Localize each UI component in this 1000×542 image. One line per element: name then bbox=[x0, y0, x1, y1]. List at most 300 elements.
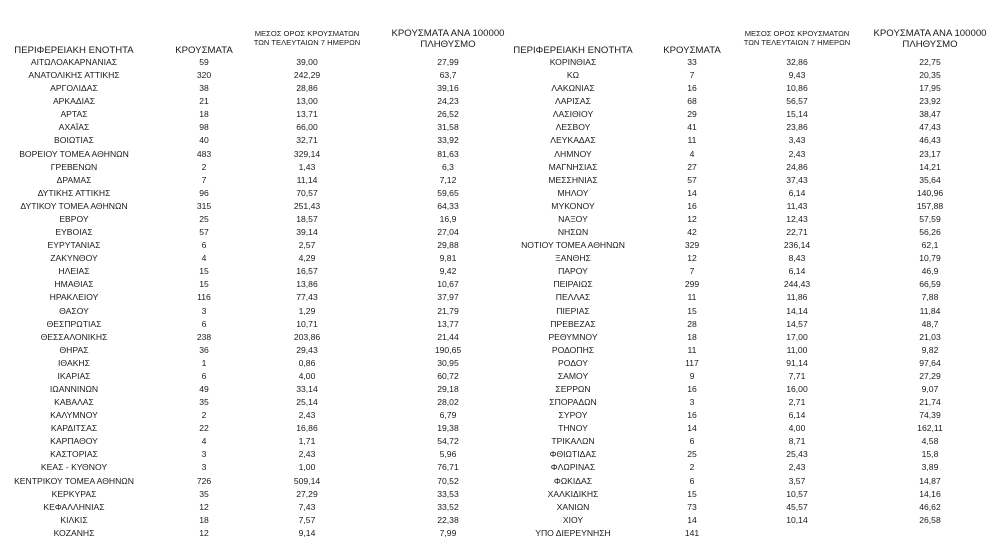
avg-value-left: 251,43 bbox=[293, 200, 321, 211]
region-name-right: ΠΡΕΒΕΖΑΣ bbox=[550, 318, 596, 329]
avg-value-right: 8,43 bbox=[788, 253, 806, 264]
per100k-value-right: 162,11 bbox=[917, 423, 943, 434]
per100k-value-left: 31,58 bbox=[437, 122, 459, 133]
cases-value-left: 3 bbox=[201, 449, 207, 460]
header-cases-label: ΚΡΟΥΣΜΑΤΑ bbox=[175, 44, 233, 56]
per100k-value-right: 46,9 bbox=[921, 266, 939, 277]
avg-value-left: 1,43 bbox=[298, 161, 316, 172]
cases-value-left: 18 bbox=[199, 109, 209, 120]
region-name-left: ΚΟΖΑΝΗΣ bbox=[53, 527, 95, 538]
region-name-left: ΚΑΡΔΙΤΣΑΣ bbox=[50, 423, 98, 434]
region-name-right: ΣΑΜΟΥ bbox=[557, 370, 589, 381]
region-name-right: ΤΗΝΟΥ bbox=[558, 423, 588, 434]
region-name-left: ΕΒΡΟΥ bbox=[59, 213, 89, 224]
table-row bbox=[0, 252, 1000, 265]
region-name-right: ΠΕΙΡΑΙΩΣ bbox=[553, 279, 593, 290]
per100k-value-left: 29,18 bbox=[437, 384, 459, 394]
per100k-value-right: 9,82 bbox=[921, 344, 939, 355]
per100k-value-left: 70,52 bbox=[437, 475, 459, 486]
table-row bbox=[0, 344, 1000, 357]
per100k-value-left: 28,02 bbox=[437, 397, 459, 408]
avg-value-right: 11,43 bbox=[786, 200, 808, 211]
cases-value-left: 25 bbox=[199, 213, 209, 224]
region-name-left: ΑΧΑΪΑΣ bbox=[58, 122, 90, 133]
region-name-left: ΑΡΓΟΛΙΔΑΣ bbox=[50, 83, 98, 94]
region-name-left: ΙΩΑΝΝΙΝΩΝ bbox=[49, 384, 99, 394]
region-name-right: ΤΡΙΚΑΛΩΝ bbox=[551, 436, 595, 447]
per100k-value-right: 74,39 bbox=[919, 410, 941, 421]
avg-value-right: 10,57 bbox=[786, 488, 808, 499]
header-region-label: ΠΕΡΙΦΕΡΕΙΑΚΗ ΕΝΟΤΗΤΑ bbox=[513, 44, 633, 56]
region-name-right: ΧΑΝΙΩΝ bbox=[556, 501, 590, 512]
table-row bbox=[0, 461, 1000, 474]
per100k-value-right: 48,7 bbox=[921, 318, 939, 329]
cases-value-left: 4 bbox=[201, 436, 207, 447]
cases-value-left: 36 bbox=[199, 344, 209, 355]
avg-value-right: 7,71 bbox=[788, 370, 806, 381]
region-name-right: ΧΙΟΥ bbox=[562, 514, 584, 525]
avg-value-left: 66,00 bbox=[296, 122, 318, 133]
cases-value-right: 18 bbox=[687, 331, 697, 342]
header-per100k-line1: ΚΡΟΥΣΜΑΤΑ ΑΝΑ 100000 bbox=[391, 27, 505, 39]
avg-value-right: 24,86 bbox=[786, 161, 808, 172]
header-avg-right bbox=[738, 22, 856, 56]
avg-value-right: 6,14 bbox=[788, 266, 806, 277]
table-row bbox=[0, 409, 1000, 422]
cases-value-right: 4 bbox=[689, 148, 695, 159]
avg-value-left: 11,14 bbox=[296, 174, 318, 185]
cases-value-left: 38 bbox=[199, 83, 209, 94]
header-region-right bbox=[500, 22, 646, 56]
avg-value-left: 0,86 bbox=[298, 357, 316, 368]
cases-value-right: 25 bbox=[687, 449, 697, 460]
region-name-left: ΖΑΚΥΝΘΟΥ bbox=[50, 253, 98, 264]
cases-value-left: 15 bbox=[199, 266, 209, 277]
region-name-left: ΚΕΡΚΥΡΑΣ bbox=[51, 488, 97, 499]
header-per100k-left bbox=[384, 22, 512, 56]
region-name-right: ΛΑΚΩΝΙΑΣ bbox=[551, 83, 595, 94]
region-name-left: ΚΑΒΑΛΑΣ bbox=[54, 397, 94, 408]
region-name-left: ΕΥΒΟΙΑΣ bbox=[55, 227, 93, 238]
per100k-value-right: 47,43 bbox=[919, 122, 941, 133]
region-name-left: ΑΡΤΑΣ bbox=[60, 109, 88, 120]
per100k-value-left: 10,67 bbox=[437, 279, 459, 290]
header-per100k-right bbox=[866, 22, 994, 56]
per100k-value-left: 33,52 bbox=[437, 501, 459, 512]
per100k-value-right: 21,03 bbox=[919, 331, 941, 342]
cases-value-right: 299 bbox=[684, 279, 700, 290]
avg-value-right: 12,43 bbox=[786, 213, 808, 224]
per100k-value-right: 46,43 bbox=[919, 135, 941, 146]
per100k-value-right: 7,88 bbox=[921, 292, 939, 303]
cases-value-right: 3 bbox=[689, 397, 695, 408]
table-row bbox=[0, 357, 1000, 370]
region-name-right: ΛΗΜΝΟΥ bbox=[554, 148, 592, 159]
region-name-left: ΚΙΛΚΙΣ bbox=[60, 514, 88, 525]
avg-value-right: 10,86 bbox=[786, 83, 808, 94]
per100k-value-right: 22,75 bbox=[919, 57, 941, 67]
per100k-value-right: 23,17 bbox=[919, 148, 941, 159]
per100k-value-left: 26,52 bbox=[437, 109, 459, 120]
per100k-value-right: 157,88 bbox=[916, 200, 944, 211]
per100k-value-left: 22,38 bbox=[437, 514, 459, 525]
avg-value-left: 4,00 bbox=[298, 370, 316, 381]
header-region-label: ΠΕΡΙΦΕΡΕΙΑΚΗ ΕΝΟΤΗΤΑ bbox=[14, 44, 134, 56]
per100k-value-left: 13,77 bbox=[437, 318, 459, 329]
table-row bbox=[0, 331, 1000, 344]
table-row bbox=[0, 396, 1000, 409]
avg-value-right: 11,00 bbox=[786, 344, 808, 355]
region-name-right: ΠΙΕΡΙΑΣ bbox=[556, 305, 590, 316]
region-name-left: ΚΕΑΣ - ΚΥΘΝΟΥ bbox=[40, 462, 108, 473]
per100k-value-left: 6,3 bbox=[442, 161, 454, 172]
avg-value-right: 3,57 bbox=[788, 475, 806, 486]
avg-value-left: 39,14 bbox=[296, 227, 318, 238]
avg-value-left: 203,86 bbox=[293, 331, 321, 342]
per100k-value-right: 26,58 bbox=[919, 514, 941, 525]
table-row bbox=[0, 278, 1000, 291]
cases-value-right: 12 bbox=[687, 253, 697, 264]
avg-value-right: 6,14 bbox=[788, 187, 806, 198]
header-avg-line2: ΤΩΝ ΤΕΛΕΥΤΑΙΩΝ 7 ΗΜΕΡΩΝ bbox=[743, 38, 851, 47]
region-name-right: ΣΥΡΟΥ bbox=[558, 410, 588, 421]
per100k-value-left: 190,65 bbox=[434, 344, 462, 355]
per100k-value-right: 35,64 bbox=[919, 174, 941, 185]
cases-value-left: 18 bbox=[199, 514, 209, 525]
avg-value-right: 14,57 bbox=[786, 318, 808, 329]
cases-value-left: 35 bbox=[199, 397, 209, 408]
cases-value-left: 21 bbox=[199, 96, 209, 107]
avg-value-left: 1,00 bbox=[298, 462, 316, 473]
cases-value-right: 11 bbox=[687, 344, 697, 355]
region-name-left: ΔΥΤΙΚΟΥ ΤΟΜΕΑ ΑΘΗΝΩΝ bbox=[20, 200, 128, 211]
avg-value-left: 9,14 bbox=[298, 527, 316, 538]
cases-value-left: 483 bbox=[196, 148, 212, 159]
per100k-value-right: 140,96 bbox=[916, 187, 944, 198]
cases-value-left: 7 bbox=[201, 174, 207, 185]
cases-value-left: 3 bbox=[201, 462, 207, 473]
per100k-value-right: 57,59 bbox=[919, 213, 941, 224]
cases-value-left: 40 bbox=[199, 135, 209, 146]
per100k-value-right: 66,59 bbox=[919, 279, 941, 290]
table-row bbox=[0, 174, 1000, 187]
avg-value-left: 4,29 bbox=[298, 253, 316, 264]
region-name-right: ΠΑΡΟΥ bbox=[558, 266, 588, 277]
region-name-left: ΚΕΝΤΡΙΚΟΥ ΤΟΜΕΑ ΑΘΗΝΩΝ bbox=[14, 475, 134, 486]
per100k-value-left: 64,33 bbox=[437, 200, 459, 211]
avg-value-right: 91,14 bbox=[786, 357, 808, 368]
cases-value-right: 16 bbox=[687, 200, 697, 211]
region-name-left: ΓΡΕΒΕΝΩΝ bbox=[50, 161, 98, 172]
per100k-value-right: 10,79 bbox=[919, 253, 941, 264]
region-name-left: ΒΟΡΕΙΟΥ ΤΟΜΕΑ ΑΘΗΝΩΝ bbox=[19, 148, 129, 159]
table-row bbox=[0, 239, 1000, 252]
avg-value-right: 23,86 bbox=[786, 122, 808, 133]
header-cases-left bbox=[164, 22, 244, 56]
cases-value-right: 16 bbox=[687, 83, 697, 94]
avg-value-right: 37,43 bbox=[786, 174, 808, 185]
table-row bbox=[0, 501, 1000, 514]
per100k-value-left: 60,72 bbox=[437, 370, 459, 381]
per100k-value-right: 3,89 bbox=[921, 462, 939, 473]
cases-value-left: 12 bbox=[199, 501, 209, 512]
cases-value-left: 98 bbox=[199, 122, 209, 133]
region-name-left: ΚΑΡΠΑΘΟΥ bbox=[50, 436, 98, 447]
cases-value-right: 33 bbox=[687, 57, 697, 67]
region-name-right: ΝΑΞΟΥ bbox=[558, 213, 588, 224]
per100k-value-right: 38,47 bbox=[919, 109, 941, 120]
table-row bbox=[0, 213, 1000, 226]
avg-value-right: 15,14 bbox=[786, 109, 808, 120]
cases-value-left: 726 bbox=[196, 475, 212, 486]
avg-value-right: 6,14 bbox=[788, 410, 806, 421]
cases-value-left: 3 bbox=[201, 305, 207, 316]
table-row bbox=[0, 82, 1000, 95]
per100k-value-right: 14,87 bbox=[919, 475, 941, 486]
cases-value-right: 9 bbox=[689, 370, 695, 381]
per100k-value-left: 37,97 bbox=[437, 292, 459, 303]
avg-value-left: 77,43 bbox=[296, 292, 318, 303]
region-name-right: ΠΕΛΛΑΣ bbox=[555, 292, 591, 303]
per100k-value-left: 33,53 bbox=[437, 488, 459, 499]
cases-value-right: 14 bbox=[687, 514, 697, 525]
region-name-right: ΦΛΩΡΙΝΑΣ bbox=[550, 462, 596, 473]
region-name-left: ΔΡΑΜΑΣ bbox=[56, 174, 92, 185]
table-row bbox=[0, 108, 1000, 121]
region-name-left: ΚΑΣΤΟΡΙΑΣ bbox=[50, 449, 98, 460]
region-name-left: ΔΥΤΙΚΗΣ ΑΤΤΙΚΗΣ bbox=[37, 187, 111, 198]
table-row bbox=[0, 134, 1000, 147]
table-row bbox=[0, 318, 1000, 331]
region-name-right: ΞΑΝΘΗΣ bbox=[555, 253, 591, 264]
table-row bbox=[0, 200, 1000, 213]
cases-value-right: 29 bbox=[687, 109, 697, 120]
region-name-right: ΛΑΣΙΘΙΟΥ bbox=[552, 109, 594, 120]
avg-value-right: 16,00 bbox=[786, 384, 808, 394]
avg-value-right: 45,57 bbox=[786, 501, 808, 512]
region-name-left: ΗΡΑΚΛΕΙΟΥ bbox=[49, 292, 99, 303]
per100k-value-right: 9,07 bbox=[921, 384, 939, 394]
table-row bbox=[0, 291, 1000, 304]
cases-value-right: 14 bbox=[687, 423, 697, 434]
region-name-left: ΗΜΑΘΙΑΣ bbox=[54, 279, 94, 290]
table-row bbox=[0, 69, 1000, 82]
cases-value-left: 2 bbox=[201, 410, 207, 421]
cases-value-right: 16 bbox=[687, 410, 697, 421]
region-name-right: ΛΕΣΒΟΥ bbox=[555, 122, 591, 133]
table-row bbox=[0, 422, 1000, 435]
cases-value-right: 15 bbox=[687, 488, 697, 499]
cases-value-left: 4 bbox=[201, 253, 207, 264]
per100k-value-left: 6,79 bbox=[439, 410, 457, 421]
header-avg-line1: ΜΕΣΟΣ ΟΡΟΣ ΚΡΟΥΣΜΑΤΩΝ bbox=[254, 29, 360, 39]
avg-value-left: 13,86 bbox=[296, 279, 318, 290]
per100k-value-left: 30,95 bbox=[437, 357, 459, 368]
per100k-value-left: 76,71 bbox=[437, 462, 459, 473]
region-name-right: ΝΟΤΙΟΥ ΤΟΜΕΑ ΑΘΗΝΩΝ bbox=[521, 240, 625, 251]
region-name-right: ΜΗΛΟΥ bbox=[557, 187, 589, 198]
avg-value-right: 4,00 bbox=[788, 423, 806, 434]
avg-value-left: 27,29 bbox=[296, 488, 318, 499]
table-row bbox=[0, 475, 1000, 488]
cases-value-right: 27 bbox=[687, 161, 697, 172]
per100k-value-left: 39,16 bbox=[437, 83, 459, 94]
avg-value-right: 11,86 bbox=[786, 292, 808, 303]
region-name-left: ΘΑΣΟΥ bbox=[59, 305, 89, 316]
per100k-value-left: 54,72 bbox=[437, 436, 459, 447]
cases-value-left: 6 bbox=[201, 370, 207, 381]
avg-value-left: 13,71 bbox=[296, 109, 318, 120]
avg-value-left: 25,14 bbox=[296, 397, 318, 408]
table-row bbox=[0, 514, 1000, 527]
cases-value-right: 6 bbox=[689, 436, 695, 447]
cases-value-left: 35 bbox=[199, 488, 209, 499]
header-per100k-line2: ΠΛΗΘΥΣΜΟ bbox=[902, 39, 958, 50]
table-row bbox=[0, 226, 1000, 239]
avg-value-right: 25,43 bbox=[786, 449, 808, 460]
region-name-left: ΘΕΣΠΡΩΤΙΑΣ bbox=[46, 318, 102, 329]
region-name-right: ΧΑΛΚΙΔΙΚΗΣ bbox=[547, 488, 599, 499]
region-name-right: ΚΩ bbox=[566, 70, 580, 81]
per100k-value-right: 14,21 bbox=[919, 161, 941, 172]
cases-value-left: 6 bbox=[201, 240, 207, 251]
region-name-right: ΛΑΡΙΣΑΣ bbox=[555, 96, 591, 107]
per100k-value-left: 9,81 bbox=[439, 253, 457, 264]
avg-value-left: 70,57 bbox=[296, 187, 318, 198]
avg-value-left: 13,00 bbox=[296, 96, 318, 107]
header-cases-right bbox=[652, 22, 732, 56]
cases-value-left: 59 bbox=[199, 57, 209, 67]
per100k-value-right: 21,74 bbox=[919, 397, 941, 408]
per100k-value-left: 33,92 bbox=[437, 135, 459, 146]
cases-value-right: 73 bbox=[687, 501, 697, 512]
region-name-left: ΑΡΚΑΔΙΑΣ bbox=[52, 96, 96, 107]
cases-value-right: 7 bbox=[689, 70, 695, 81]
avg-value-right: 8,71 bbox=[788, 436, 806, 447]
cases-value-left: 320 bbox=[196, 70, 212, 81]
avg-value-right: 244,43 bbox=[783, 279, 811, 290]
region-name-right: ΣΕΡΡΩΝ bbox=[555, 384, 591, 394]
per100k-value-right: 4,58 bbox=[921, 436, 939, 447]
cases-value-right: 6 bbox=[689, 475, 695, 486]
cases-value-right: 117 bbox=[685, 357, 699, 368]
table-row bbox=[0, 161, 1000, 174]
avg-value-left: 33,14 bbox=[296, 384, 318, 394]
per100k-value-right: 14,16 bbox=[919, 488, 941, 499]
per100k-value-left: 16,9 bbox=[439, 213, 457, 224]
avg-value-left: 7,43 bbox=[298, 501, 316, 512]
cases-value-left: 116 bbox=[197, 292, 211, 303]
cases-value-left: 2 bbox=[201, 161, 207, 172]
per100k-value-right: 11,84 bbox=[919, 305, 941, 316]
header-region-left bbox=[0, 22, 148, 56]
region-name-left: ΗΛΕΙΑΣ bbox=[58, 266, 90, 277]
per100k-value-left: 27,99 bbox=[437, 57, 459, 67]
per100k-value-left: 59,65 bbox=[437, 187, 459, 198]
region-name-right: ΦΩΚΙΔΑΣ bbox=[553, 475, 593, 486]
cases-value-right: 57 bbox=[687, 174, 697, 185]
cases-value-left: 22 bbox=[199, 423, 209, 434]
region-name-left: ΒΟΙΩΤΙΑΣ bbox=[54, 135, 94, 146]
avg-value-right: 9,43 bbox=[788, 70, 806, 81]
avg-value-left: 1,29 bbox=[298, 305, 316, 316]
header-cases-label: ΚΡΟΥΣΜΑΤΑ bbox=[663, 44, 721, 56]
table-row bbox=[0, 56, 1000, 69]
table-row bbox=[0, 383, 1000, 396]
table-row bbox=[0, 187, 1000, 200]
avg-value-right: 10,14 bbox=[786, 514, 808, 525]
header-per100k-line1: ΚΡΟΥΣΜΑΤΑ ΑΝΑ 100000 bbox=[873, 27, 987, 39]
avg-value-left: 509,14 bbox=[293, 475, 321, 486]
region-name-right: ΝΗΣΩΝ bbox=[557, 227, 589, 238]
per100k-value-right: 62,1 bbox=[921, 240, 939, 251]
cases-value-right: 2 bbox=[689, 462, 695, 473]
cases-value-left: 49 bbox=[199, 384, 209, 394]
cases-value-right: 42 bbox=[687, 227, 697, 238]
per100k-value-left: 29,88 bbox=[437, 240, 459, 251]
region-name-left: ΑΝΑΤΟΛΙΚΗΣ ΑΤΤΙΚΗΣ bbox=[28, 70, 120, 81]
region-name-right: ΜΥΚΟΝΟΥ bbox=[551, 200, 595, 211]
table-row bbox=[0, 121, 1000, 134]
avg-value-right: 2,43 bbox=[788, 148, 806, 159]
per100k-value-left: 7,12 bbox=[439, 174, 457, 185]
per100k-value-left: 63,7 bbox=[439, 70, 457, 81]
region-name-left: ΙΚΑΡΙΑΣ bbox=[57, 370, 91, 381]
cases-value-right: 141 bbox=[684, 527, 700, 538]
table-row bbox=[0, 95, 1000, 108]
avg-value-right: 22,71 bbox=[786, 227, 808, 238]
cases-value-right: 68 bbox=[687, 96, 697, 107]
avg-value-right: 236,14 bbox=[783, 240, 811, 251]
table-row bbox=[0, 148, 1000, 161]
avg-value-left: 16,57 bbox=[296, 266, 318, 277]
avg-value-left: 1,71 bbox=[298, 436, 316, 447]
table-row bbox=[0, 305, 1000, 318]
avg-value-right: 2,71 bbox=[788, 397, 806, 408]
region-name-right: ΣΠΟΡΑΔΩΝ bbox=[549, 397, 597, 408]
per100k-value-left: 21,44 bbox=[437, 331, 459, 342]
table-row bbox=[0, 488, 1000, 501]
cases-value-left: 315 bbox=[196, 200, 212, 211]
per100k-value-right: 15,8 bbox=[921, 449, 939, 460]
avg-value-right: 2,43 bbox=[788, 462, 806, 473]
region-name-left: ΑΙΤΩΛΟΑΚΑΡΝΑΝΙΑΣ bbox=[30, 57, 118, 67]
cases-value-right: 7 bbox=[689, 266, 695, 277]
cases-value-right: 11 bbox=[687, 135, 697, 146]
region-name-right: ΡΕΘΥΜΝΟΥ bbox=[548, 331, 598, 342]
avg-value-left: 28,86 bbox=[296, 83, 318, 94]
region-name-right: ΡΟΔΟΥ bbox=[558, 357, 588, 368]
table-row bbox=[0, 435, 1000, 448]
avg-value-left: 329,14 bbox=[293, 148, 321, 159]
avg-value-left: 2,43 bbox=[298, 449, 316, 460]
per100k-value-left: 7,99 bbox=[439, 527, 457, 538]
per100k-value-left: 21,79 bbox=[437, 305, 459, 316]
cases-value-left: 1 bbox=[201, 357, 207, 368]
avg-value-right: 56,57 bbox=[786, 96, 808, 107]
avg-value-right: 3,43 bbox=[788, 135, 806, 146]
header-avg-left bbox=[248, 22, 366, 56]
cases-value-left: 6 bbox=[201, 318, 207, 329]
region-name-right: ΛΕΥΚΑΔΑΣ bbox=[550, 135, 596, 146]
avg-value-right: 32,86 bbox=[786, 57, 808, 67]
region-name-left: ΚΑΛΥΜΝΟΥ bbox=[50, 410, 98, 421]
cases-value-right: 329 bbox=[684, 240, 700, 251]
table-row bbox=[0, 527, 1000, 540]
avg-value-right: 17,00 bbox=[786, 331, 808, 342]
cases-value-right: 15 bbox=[687, 305, 697, 316]
cases-value-left: 12 bbox=[199, 527, 209, 538]
